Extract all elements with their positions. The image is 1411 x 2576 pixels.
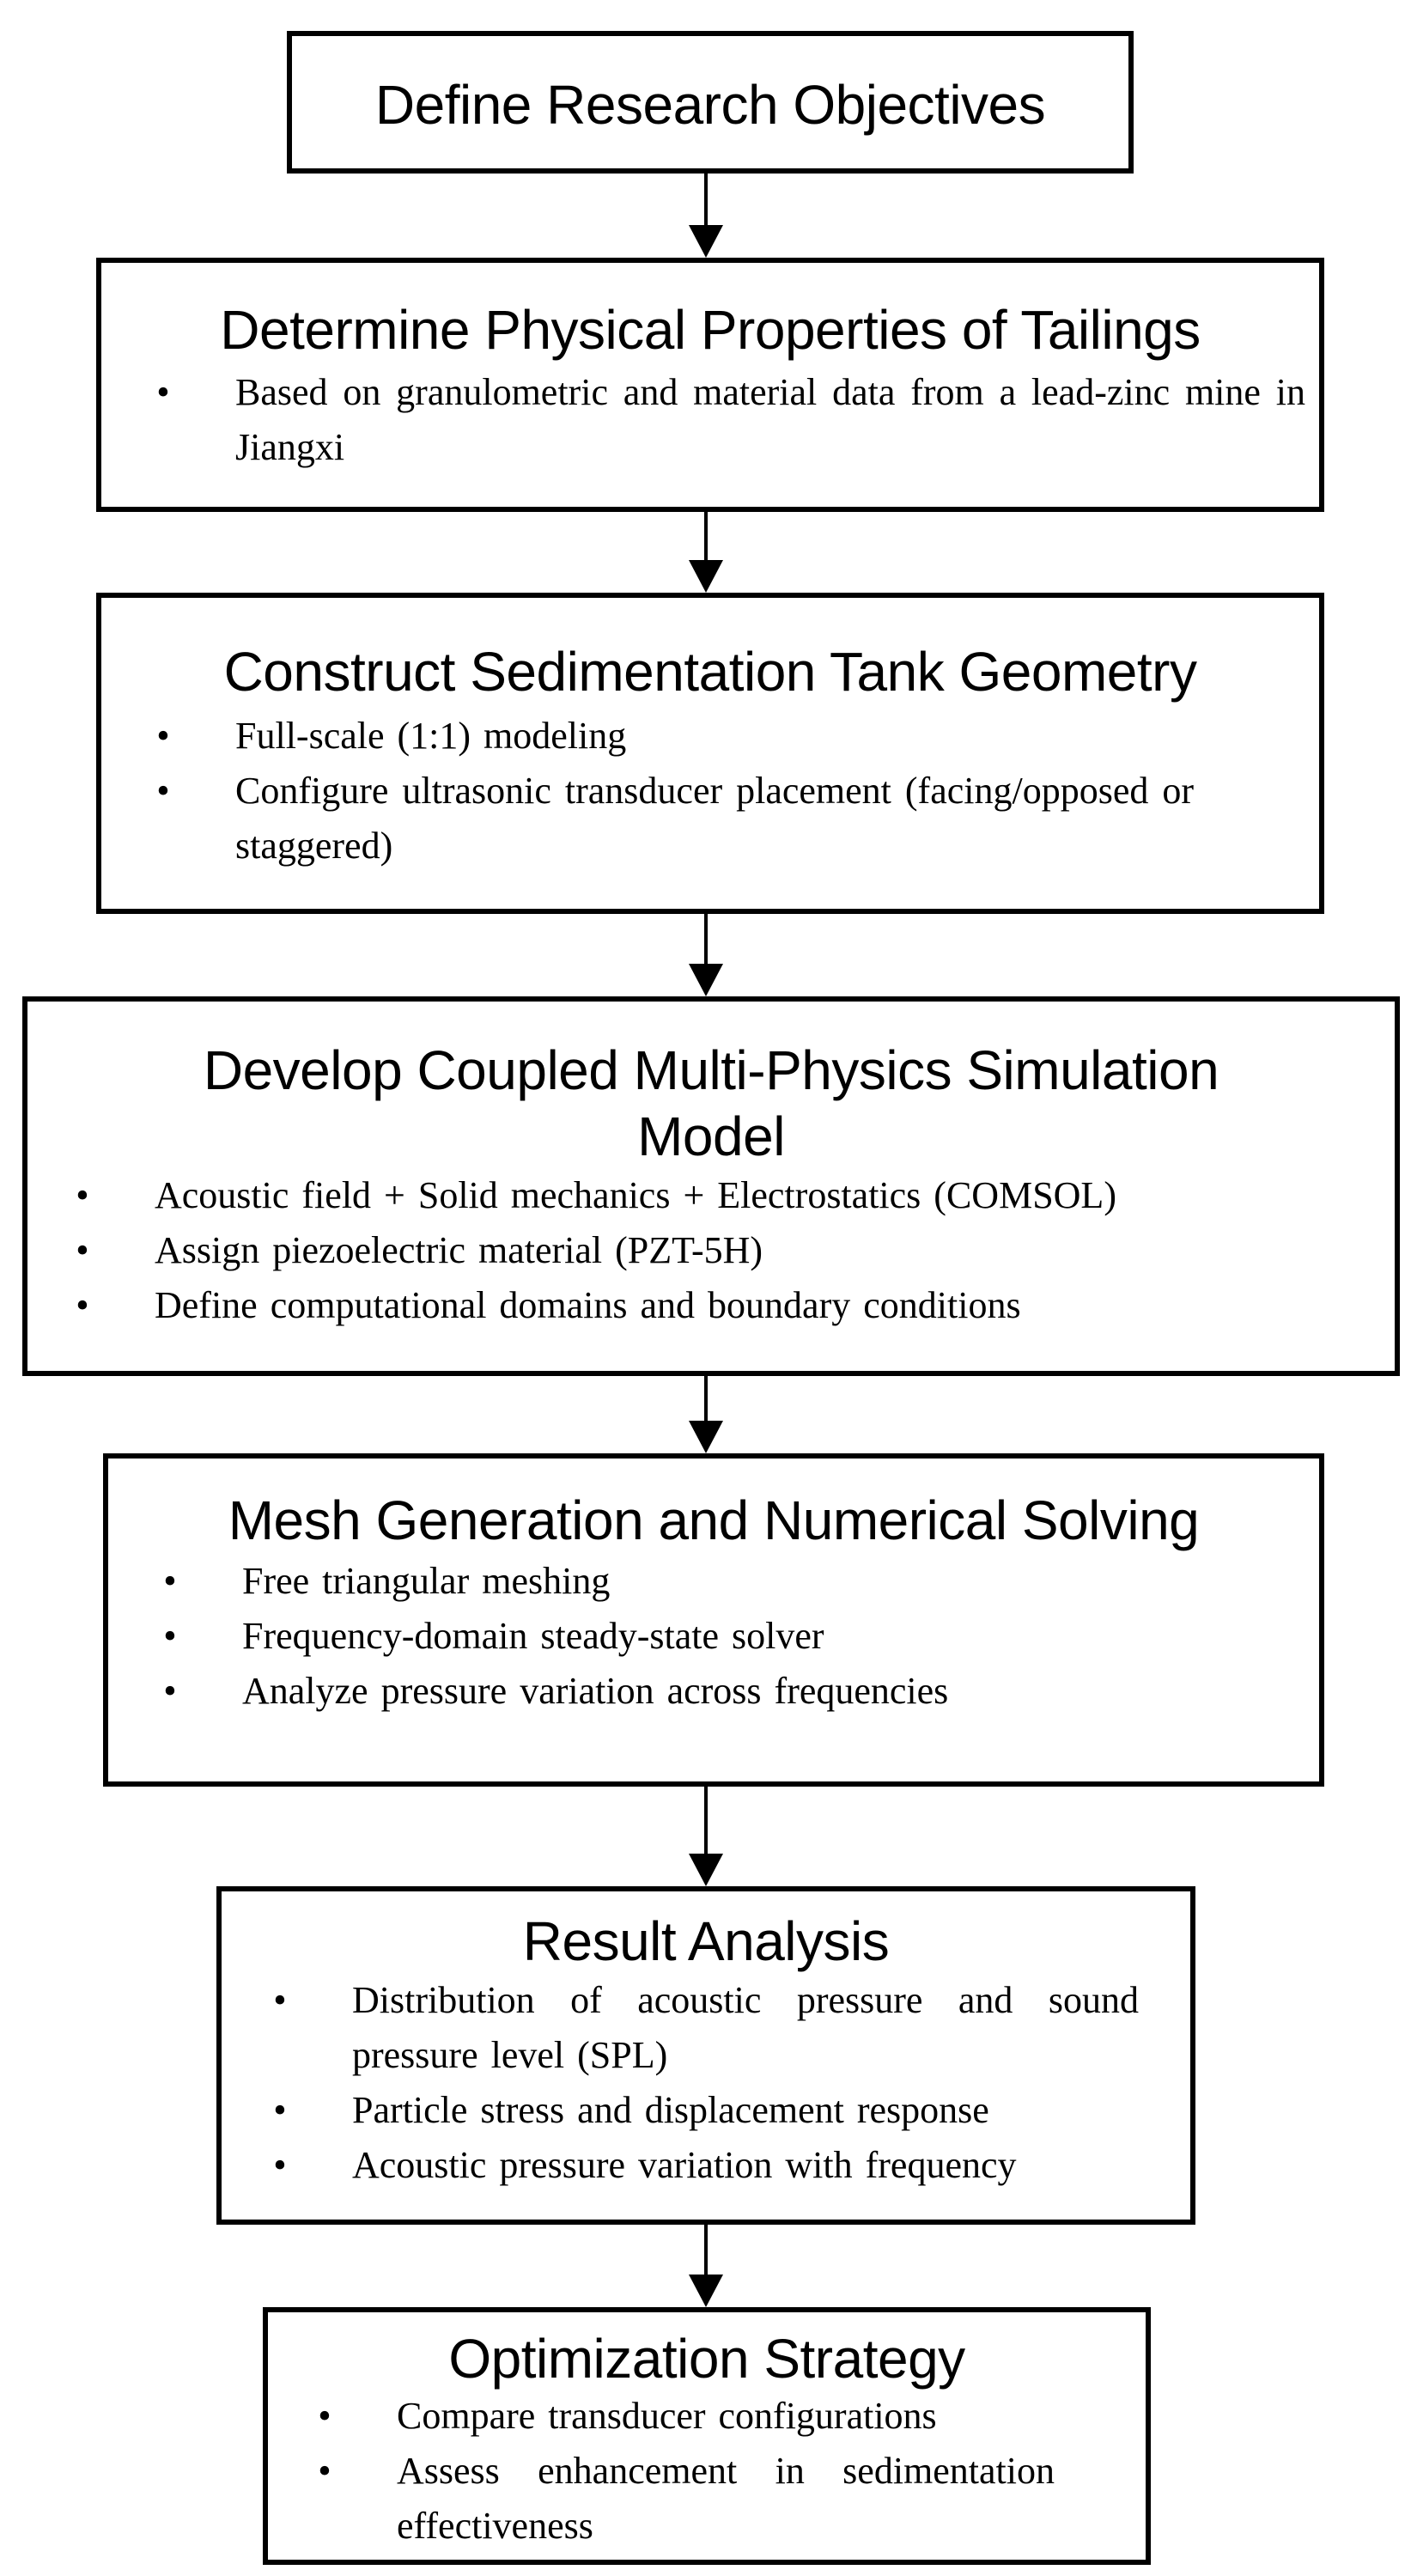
bullet-marker: • [76,1228,89,1271]
bullet-marker: • [163,1559,177,1602]
bullet-text: Distribution of acoustic pressure and sound pressure level (SPL) [352,1978,1139,2076]
bullet-text: Frequency-domain steady-state solver [242,1614,824,1657]
bullet-text: Compare transducer configurations [397,2394,937,2437]
arrow-2-to-3 [689,512,723,593]
arrow-4-to-5 [689,1376,723,1453]
bullet-text: Acoustic field + Solid mechanics + Electrostatics (COMSOL) [155,1173,1116,1216]
step-title: Mesh Generation and Numerical Solving [228,1489,1200,1551]
bullet-marker: • [163,1614,177,1657]
step-title: Optimization Strategy [448,2328,965,2390]
step-title: Result Analysis [522,1910,890,1972]
bullet-marker: • [76,1283,89,1326]
bullet-text: Free triangular meshing [242,1559,611,1602]
arrow-6-to-7 [689,2225,723,2307]
bullet-marker: • [163,1669,177,1712]
arrow-3-to-4 [689,914,723,996]
bullet-marker: • [273,2143,287,2186]
step-title: Define Research Objectives [374,74,1046,136]
bullet-text: Analyze pressure variation across frequencies [242,1669,949,1712]
bullet-marker: • [156,714,170,757]
bullet-text: Define computational domains and boundary conditions [155,1283,1021,1326]
bullet-text: Based on granulometric and material data from a lead-zinc mine in Jiangxi [235,370,1305,468]
bullet-marker: • [318,2394,331,2437]
bullet-text: Assess enhancement in sedimentation effectiveness [397,2449,1055,2547]
bullet-text: Full-scale (1:1) modeling [235,714,627,757]
bullet-marker: • [318,2449,331,2492]
bullet-marker: • [76,1173,89,1216]
step-title: Determine Physical Properties of Tailings [220,299,1201,361]
arrow-1-to-2 [689,174,723,258]
bullet-marker: • [156,370,170,413]
arrow-5-to-6 [689,1787,723,1886]
bullet-text: Assign piezoelectric material (PZT-5H) [155,1228,763,1271]
step-title: Develop Coupled Multi-Physics Simulation Model [203,1039,1219,1167]
bullet-text: Acoustic pressure variation with frequency [352,2143,1017,2186]
bullet-text: Configure ultrasonic transducer placement (facing/opposed or staggered) [235,769,1194,867]
step-title: Construct Sedimentation Tank Geometry [223,641,1197,703]
bullet-marker: • [273,1978,287,2021]
bullet-text: Particle stress and displacement response [352,2088,989,2131]
bullet-marker: • [156,769,170,812]
bullet-marker: • [273,2088,287,2131]
